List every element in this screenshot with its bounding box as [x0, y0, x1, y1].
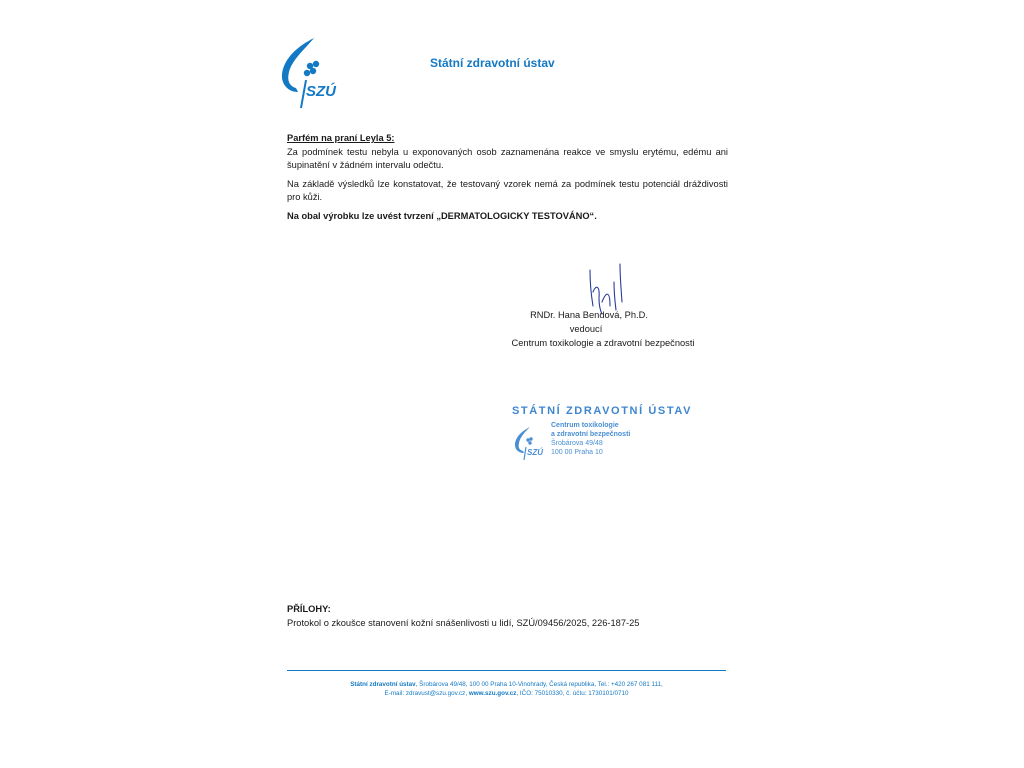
attachment-item: Protokol o zkoušce stanovení kožní snášenlivosti u lidí, SZÚ/09456/2025, 226-187-25: [287, 618, 640, 628]
stamp-line-3: Šrobárova 49/48: [551, 440, 603, 447]
stamp-logo: [512, 425, 552, 461]
result-paragraph-2: Na základě výsledků lze konstatovat, že testovaný vzorek nemá za podmínek testu potenciál dráždivosti pro kůži.: [287, 179, 728, 202]
footer-address: , Šrobárova 49/48, 100 00 Praha 10-Vinohrady, Česká republika, Tel.: +420 267 081 111,: [415, 681, 663, 688]
result-section: [287, 132, 728, 229]
footer: [287, 680, 726, 698]
attachments-section: [287, 604, 639, 628]
logo-text: SZÚ: [306, 83, 336, 100]
attachments-title: PŘÍLOHY:: [287, 604, 331, 614]
footer-separator: ,: [465, 690, 469, 697]
footer-org: Státní zdravotní ústav: [350, 681, 416, 688]
signatory-role: vedoucí: [569, 324, 603, 334]
header-title: Státní zdravotní ústav: [430, 56, 555, 70]
official-stamp: [508, 405, 708, 465]
footer-email-prefix: E-mail:: [384, 690, 406, 697]
footer-line-2: [287, 689, 726, 698]
footer-divider: [287, 670, 726, 671]
signatory-department: Centrum toxikologie a zdravotní bezpečnosti: [511, 338, 695, 348]
footer-line-1: [287, 680, 726, 689]
stamp-logo-text: SZÚ: [527, 448, 543, 457]
footer-email-link[interactable]: zdravust@szu.gov.cz: [405, 690, 466, 697]
szu-logo-icon: [276, 36, 356, 110]
stamp-logo-icon: [512, 425, 552, 461]
result-paragraph-1: Za podmínek testu nebyla u exponovaných osob zaznamenána reakce ve smyslu erytému, edému ani šupinatění v žádném intervalu odečtu.: [287, 147, 728, 170]
footer-web-link[interactable]: www.szu.gov.cz: [468, 690, 517, 697]
footer-ids: , IČO: 75010330, č. účtu: 1730101/0710: [516, 690, 629, 697]
result-conclusion: Na obal výrobku lze uvést tvrzení „DERMATOLOGICKY TESTOVÁNO“.: [287, 211, 597, 221]
stamp-title: STÁTNÍ ZDRAVOTNÍ ÚSTAV: [512, 405, 693, 417]
szu-logo: [276, 36, 356, 110]
signatory-name: RNDr. Hana Bendová, Ph.D.: [530, 310, 648, 320]
stamp-line-1: Centrum toxikologie: [551, 422, 619, 429]
result-heading: Parfém na praní Leyla 5:: [287, 133, 395, 143]
stamp-line-4: 100 00 Praha 10: [551, 449, 603, 456]
stamp-line-2: a zdravotní bezpečnosti: [551, 431, 631, 438]
stamp-address: [551, 421, 630, 457]
